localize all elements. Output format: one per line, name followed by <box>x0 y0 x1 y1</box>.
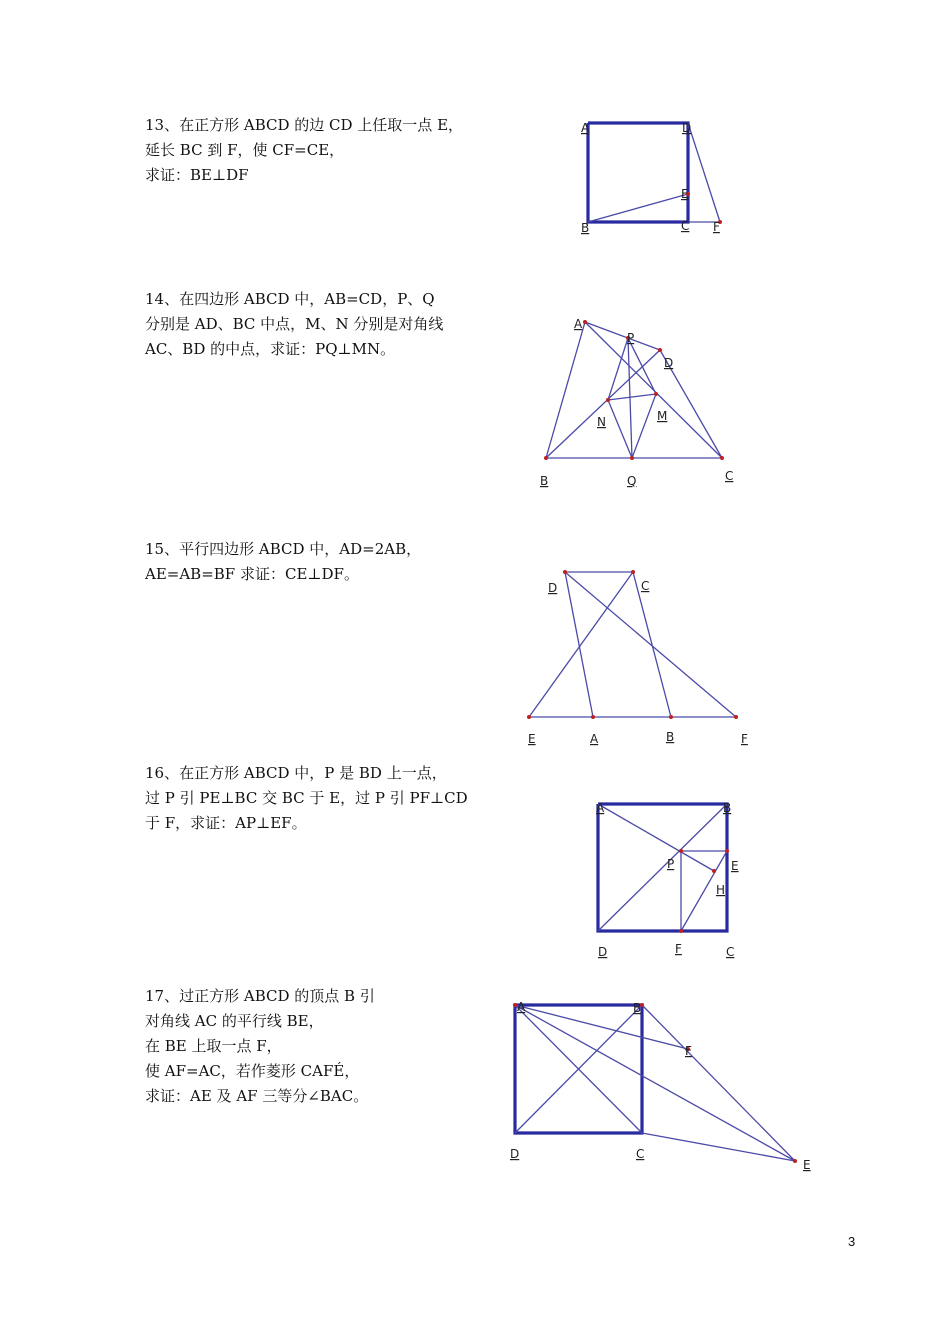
label-B: B <box>723 801 732 815</box>
problem-17-figure <box>500 995 820 1180</box>
problem-line: 15、平行四边形 ABCD 中，AD=2AB， <box>145 540 422 558</box>
problem-line: 17、过正方形 ABCD 的顶点 B 引 <box>145 987 375 1005</box>
problem-line: 对角线 AC 的平行线 BE， <box>145 1012 324 1030</box>
problem-15-text <box>145 537 485 587</box>
problem-13-figure <box>560 110 760 250</box>
problem-16-figure <box>585 790 755 965</box>
problem-line: 求证：BE⊥DF <box>145 166 249 184</box>
label-B: B <box>540 474 549 488</box>
problem-line: 求证：AE 及 AF 三等分∠BAC。 <box>145 1087 369 1105</box>
label-H: H <box>716 883 726 897</box>
label-N: N <box>597 415 606 429</box>
problem-line: 使 AF=AC，若作菱形 CAFÉ， <box>145 1062 360 1080</box>
label-C: C <box>641 579 650 593</box>
problem-line: AE=AB=BF 求证：CE⊥DF。 <box>145 565 359 583</box>
label-C: C <box>726 945 735 959</box>
label-P: P <box>627 331 635 345</box>
label-B: B <box>666 730 675 744</box>
problem-line: 在 BE 上取一点 F， <box>145 1037 282 1055</box>
label-M: M <box>657 409 668 423</box>
label-F: F <box>713 220 720 234</box>
label-Q: Q <box>627 474 637 488</box>
label-E: E <box>731 859 739 873</box>
problem-15-figure <box>515 560 765 750</box>
problem-line: 分别是 AD、BC 中点，M、N 分别是对角线 <box>145 315 444 333</box>
label-C: C <box>725 469 734 483</box>
label-E: E <box>803 1158 811 1172</box>
label-D: D <box>598 945 608 959</box>
label-B: B <box>581 221 590 235</box>
label-A: A <box>574 317 583 331</box>
label-A: A <box>596 801 605 815</box>
label-D: D <box>548 581 558 595</box>
label-A: A <box>581 121 590 135</box>
label-F: F <box>741 732 748 746</box>
problem-14-figure <box>530 310 750 495</box>
problem-17-text <box>145 984 485 1109</box>
problem-line: 于 F，求证：AP⊥EF。 <box>145 814 307 832</box>
problem-13-text <box>145 113 485 188</box>
label-C: C <box>636 1147 645 1161</box>
label-E: E <box>681 187 689 201</box>
label-P: P <box>667 857 675 871</box>
problem-line: 13、在正方形 ABCD 的边 CD 上任取一点 E， <box>145 116 464 134</box>
problem-line: 延长 BC 到 F，使 CF=CE， <box>145 141 345 159</box>
label-D: D <box>682 121 692 135</box>
problem-16-text <box>145 761 485 836</box>
problem-line: 14、在四边形 ABCD 中，AB=CD，P、Q <box>145 290 435 308</box>
label-D: D <box>510 1147 520 1161</box>
page-number: 3 <box>848 1234 856 1249</box>
label-A: A <box>590 732 599 746</box>
label-F: F <box>685 1044 692 1058</box>
label-E: E <box>528 732 536 746</box>
label-C: C <box>681 219 690 233</box>
problem-line: 16、在正方形 ABCD 中，P 是 BD 上一点， <box>145 764 447 782</box>
label-B: B <box>633 1001 642 1015</box>
problem-line: 过 P 引 PE⊥BC 交 BC 于 E，过 P 引 PF⊥CD <box>145 789 468 807</box>
label-D: D <box>664 356 674 370</box>
problem-14-text <box>145 287 485 362</box>
problem-line: AC、BD 的中点，求证：PQ⊥MN。 <box>145 340 396 358</box>
label-F: F <box>675 942 682 956</box>
label-A: A <box>517 1000 526 1014</box>
